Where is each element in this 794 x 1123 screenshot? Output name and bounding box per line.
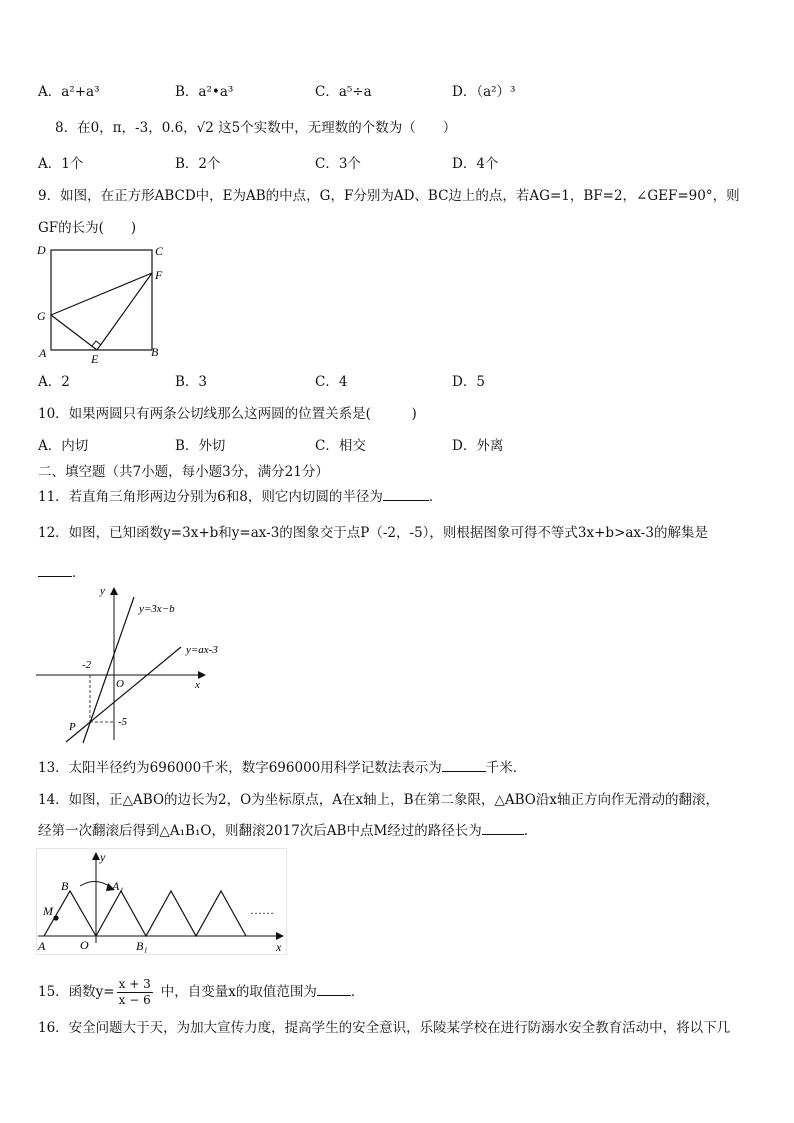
label-o: O xyxy=(80,938,89,952)
label-a1: A₁ xyxy=(112,879,124,893)
x-axis-arrow xyxy=(276,932,284,940)
q9-option-d: D．5 xyxy=(452,374,485,390)
label-f: F xyxy=(155,268,163,282)
label-c: C xyxy=(155,244,164,258)
x-axis-arrow xyxy=(198,671,206,679)
q14-line1: 14．如图，正△ABO的边长为2，O为坐标原点，A在x轴上，B在第二象限，△ABO沿x轴正方向作无滑动的翻滚， xyxy=(38,792,719,808)
section-heading: 二、填空题（共7小题，每小题3分，满分21分） xyxy=(38,464,329,480)
y-axis-arrow xyxy=(110,587,118,595)
q12-answer-line xyxy=(38,563,86,583)
label-m: M xyxy=(43,904,53,918)
q8-option-d: D．4个 xyxy=(452,156,499,172)
q13-stem: 13．太阳半径约为696000千米，数字696000用科学记数法表示为 xyxy=(38,760,442,776)
q9-stem-line1: 9．如图，在正方形ABCD中，E为AB的中点，G，F分别为AD、BC边上的点，若AG=1，BF=2，∠GEF=90°，则 xyxy=(38,188,740,204)
label-ytick: -5 xyxy=(118,716,128,728)
y-axis-arrow xyxy=(92,852,100,860)
q8-option-a: A．1个 xyxy=(38,156,84,172)
point-m xyxy=(53,915,58,920)
q12-tail: ． xyxy=(72,565,86,581)
q11-tail: ． xyxy=(428,489,443,505)
q14-rolling-triangle-figure xyxy=(36,848,290,956)
q13-tail: 千米． xyxy=(485,760,527,776)
q8-stem: 8．在0，π，-3，0.6，√2 这5个实数中，无理数的个数为（ ） xyxy=(55,120,457,136)
triangle-sequence xyxy=(96,891,246,936)
segment-ge xyxy=(51,315,97,350)
q14-answer-blank xyxy=(482,821,524,835)
label-x: x xyxy=(276,940,282,954)
q12-stem: 12．如图，已知函数y=3x+b和y=ax-3的图象交于点P（-2，-5），则根据图象可得不等式3x+b>ax-3的解集是 xyxy=(38,525,708,541)
q15-suffix: 中，自变量x的取值范围为 xyxy=(160,984,317,1000)
q9-option-b: B．3 xyxy=(175,374,208,390)
square-abcd xyxy=(51,250,152,350)
q14-line2 xyxy=(38,821,537,841)
label-a: A xyxy=(38,939,46,953)
q15-prefix: 15．函数y= xyxy=(38,984,115,1000)
label-y: y xyxy=(100,585,105,597)
q16-stem: 16．安全问题大于天，为加大宣传力度，提高学生的安全意识，乐陵某学校在进行防溺水安全教育活动中，将以下几 xyxy=(38,1020,731,1036)
q14-stem-line2: 经第一次翻滚后得到△A₁B₁O，则翻滚2017次后AB中点M经过的路径长为 xyxy=(38,823,482,839)
q15-tail: ． xyxy=(350,984,365,1000)
q9-stem-line2: GF的长为( ) xyxy=(38,220,137,236)
q7-option-c: C．a⁵÷a xyxy=(315,84,372,100)
label-b1: B₁ xyxy=(136,939,148,953)
label-x: x xyxy=(195,679,200,691)
q10-option-b: B．外切 xyxy=(175,438,226,454)
label-o: O xyxy=(116,678,124,690)
label-p: P xyxy=(69,721,76,733)
label-xtick: -2 xyxy=(82,659,92,671)
q8-option-b: B．2个 xyxy=(175,156,221,172)
label-dots: …… xyxy=(250,903,274,917)
label-d: D xyxy=(37,243,46,257)
q7-option-d: D．（a²）³ xyxy=(452,84,516,100)
q13-answer-blank xyxy=(442,758,486,772)
q11-answer-blank xyxy=(383,487,429,501)
q9-option-a: A．2 xyxy=(38,374,70,390)
q7-option-a: A．a²+a³ xyxy=(38,84,100,100)
label-line1: y=3x−b xyxy=(139,603,175,615)
q12-answer-blank xyxy=(38,563,72,577)
q12-graph-figure xyxy=(36,585,236,745)
figure-frame xyxy=(37,849,287,955)
q9-option-c: C．4 xyxy=(315,374,348,390)
q11-line xyxy=(38,487,442,507)
label-a: A xyxy=(39,346,47,360)
q8-option-c: C．3个 xyxy=(315,156,361,172)
q10-stem: 10．如果两圆只有两条公切线那么这两圆的位置关系是( ) xyxy=(38,406,417,422)
label-g: G xyxy=(37,309,46,323)
q10-option-a: A．内切 xyxy=(38,438,89,454)
label-b: B xyxy=(151,345,159,359)
q15-fraction xyxy=(117,977,153,1008)
q15-line xyxy=(38,976,364,1008)
q15-numerator: x + 3 xyxy=(118,977,151,991)
q10-option-c: C．相交 xyxy=(315,438,366,454)
label-b: B xyxy=(61,879,69,893)
label-e: E xyxy=(91,352,99,366)
q7-option-b: B．a²•a³ xyxy=(175,84,234,100)
q11-stem: 11．若直角三角形两边分别为6和8，则它内切圆的半径为 xyxy=(38,489,383,505)
right-angle-mark xyxy=(92,341,101,346)
q14-tail: ． xyxy=(523,823,538,839)
label-y: y xyxy=(100,850,106,864)
q13-line xyxy=(38,758,526,778)
q9-square-figure xyxy=(34,240,174,366)
q15-answer-blank xyxy=(317,982,351,996)
q15-denominator: x − 6 xyxy=(118,993,151,1007)
q10-option-d: D．外离 xyxy=(452,438,504,454)
label-line2: y=ax-3 xyxy=(186,644,218,656)
